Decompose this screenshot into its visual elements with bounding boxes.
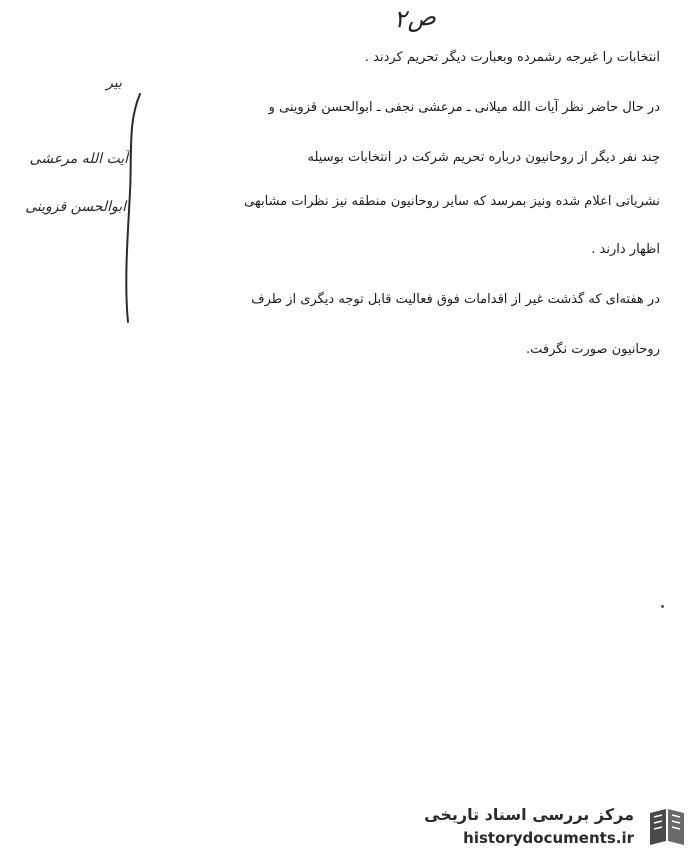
margin-note-line: بیر xyxy=(106,75,122,91)
page-number: ص۲ xyxy=(393,2,437,34)
margin-note-line: آیت الله مرعشی xyxy=(29,151,128,167)
margin-note xyxy=(25,75,128,255)
body-line: در حال حاضر نظر آیات الله میلانی ـ مرعشی نجفی ـ ابوالحسن قزوینی و xyxy=(268,100,660,115)
body-line: اظهار دارند . xyxy=(591,242,660,257)
stray-dot xyxy=(661,605,664,608)
archive-watermark xyxy=(400,803,690,855)
body-line: نشریاتی اعلام شده ونیز بمرسد که سایر روحانیون منطقه نیز نظرات مشابهی xyxy=(244,194,660,209)
archive-logo-icon xyxy=(644,805,690,851)
body-line: در هفته‌ای که گذشت غیر از اقدامات فوق فعالیت قابل توجه دیگری از طرف xyxy=(251,292,660,307)
watermark-title: مرکز بررسی اسناد تاریخی xyxy=(424,805,634,824)
body-line: روحانیون صورت نگرفت. xyxy=(526,342,660,357)
watermark-url: historydocuments.ir xyxy=(463,829,634,847)
margin-note-line: ابوالحسن قزوینی xyxy=(25,199,126,215)
body-line: انتخابات را غیرجه رشمرده وبعبارت دیگر تحریم کردند . xyxy=(364,50,660,65)
margin-bracket xyxy=(118,92,148,324)
body-line: چند نفر دیگر از روحانیون درباره تحریم شرکت در انتخابات بوسیله xyxy=(307,150,660,165)
